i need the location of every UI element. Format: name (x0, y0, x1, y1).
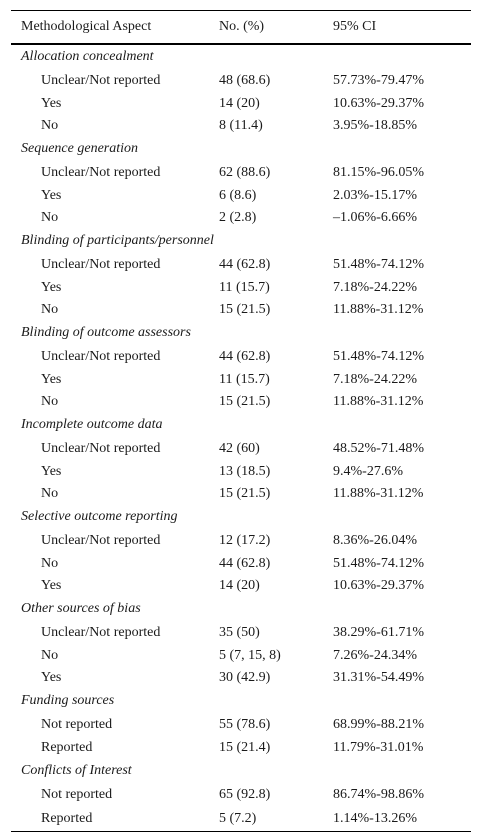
row-ci: 3.95%-18.85% (333, 118, 417, 133)
row-label: No (41, 556, 59, 571)
section-title: Funding sources (21, 693, 115, 708)
section-header-row (11, 137, 471, 161)
table-body (11, 44, 471, 832)
table-row (11, 253, 471, 277)
row-ci: 10.63%-29.37% (333, 96, 424, 111)
table-row (11, 667, 471, 689)
table-row (11, 345, 471, 369)
section-title: Incomplete outcome data (21, 417, 163, 432)
table-row (11, 645, 471, 667)
header-row (11, 11, 471, 45)
row-count: 15 (21.4) (219, 740, 271, 755)
row-label: Yes (41, 96, 62, 111)
table-row (11, 185, 471, 207)
row-label: Yes (41, 578, 62, 593)
row-count: 11 (15.7) (219, 372, 270, 387)
row-count: 13 (18.5) (219, 464, 271, 479)
section-title: Selective outcome reporting (21, 509, 178, 524)
table-row (11, 277, 471, 299)
row-label: Unclear/Not reported (41, 533, 161, 548)
row-ci: 51.48%-74.12% (333, 556, 424, 571)
row-ci: 48.52%-71.48% (333, 441, 424, 456)
row-count: 15 (21.5) (219, 394, 271, 409)
table-row (11, 575, 471, 597)
row-ci: 51.48%-74.12% (333, 349, 424, 364)
row-count: 44 (62.8) (219, 556, 271, 571)
section-title: Conflicts of Interest (21, 763, 132, 778)
header-aspect: Methodological Aspect (11, 11, 219, 45)
row-label: Reported (11, 807, 219, 832)
row-ci: 38.29%-61.71% (333, 625, 424, 640)
row-label: Unclear/Not reported (41, 73, 161, 88)
table-row (11, 115, 471, 137)
methodology-table (11, 10, 471, 832)
row-label: No (41, 118, 59, 133)
row-count: 15 (21.5) (219, 486, 271, 501)
row-label: Reported (41, 740, 93, 755)
section-title: Blinding of outcome assessors (21, 325, 191, 340)
row-ci: 8.36%-26.04% (333, 533, 417, 548)
row-label: Not reported (41, 787, 113, 802)
row-count: 5 (7.2) (219, 807, 333, 832)
section-header-row (11, 413, 471, 437)
row-ci: 1.14%-13.26% (333, 807, 471, 832)
table-row (11, 553, 471, 575)
section-header-row (11, 505, 471, 529)
section-title: Other sources of bias (21, 601, 141, 616)
row-ci: 7.18%-24.22% (333, 280, 417, 295)
row-ci: 7.18%-24.22% (333, 372, 417, 387)
table-row (11, 713, 471, 737)
section-header-row (11, 689, 471, 713)
table-row (11, 161, 471, 185)
row-ci: –1.06%-6.66% (333, 210, 417, 225)
section-header-row (11, 597, 471, 621)
row-label: Yes (41, 670, 62, 685)
row-label: Unclear/Not reported (41, 349, 161, 364)
row-count: 65 (92.8) (219, 787, 271, 802)
row-count: 14 (20) (219, 96, 260, 111)
row-label: Yes (41, 188, 62, 203)
row-count: 5 (7, 15, 8) (219, 648, 281, 663)
row-label: Yes (41, 280, 62, 295)
table-row (11, 93, 471, 115)
row-count: 11 (15.7) (219, 280, 270, 295)
section-header-row (11, 321, 471, 345)
row-label: Yes (41, 372, 62, 387)
row-count: 35 (50) (219, 625, 260, 640)
row-ci: 11.79%-31.01% (333, 740, 424, 755)
row-label: No (41, 210, 59, 225)
header-count: No. (%) (219, 11, 333, 45)
section-title: Blinding of participants/personnel (21, 233, 214, 248)
row-count: 14 (20) (219, 578, 260, 593)
row-ci: 7.26%-24.34% (333, 648, 417, 663)
table-row (11, 529, 471, 553)
table-row (11, 437, 471, 461)
section-title: Sequence generation (21, 141, 139, 156)
table-row (11, 621, 471, 645)
header-ci: 95% CI (333, 11, 471, 45)
row-count: 44 (62.8) (219, 349, 271, 364)
row-label: Unclear/Not reported (41, 625, 161, 640)
row-ci: 51.48%-74.12% (333, 257, 424, 272)
row-count: 15 (21.5) (219, 302, 271, 317)
section-header-row (11, 44, 471, 69)
row-label: Unclear/Not reported (41, 257, 161, 272)
row-label: No (41, 486, 59, 501)
row-count: 55 (78.6) (219, 717, 271, 732)
table-row (11, 207, 471, 229)
table-row (11, 807, 471, 832)
row-label: Yes (41, 464, 62, 479)
row-label: Unclear/Not reported (41, 441, 161, 456)
row-count: 48 (68.6) (219, 73, 271, 88)
row-count: 30 (42.9) (219, 670, 271, 685)
section-header-row (11, 229, 471, 253)
row-ci: 57.73%-79.47% (333, 73, 424, 88)
section-title: Allocation concealment (21, 49, 154, 64)
row-label: No (41, 394, 59, 409)
row-count: 62 (88.6) (219, 165, 271, 180)
row-ci: 81.15%-96.05% (333, 165, 424, 180)
table-row (11, 69, 471, 93)
row-ci: 9.4%-27.6% (333, 464, 403, 479)
row-count: 8 (11.4) (219, 118, 263, 133)
table-row (11, 299, 471, 321)
row-count: 44 (62.8) (219, 257, 271, 272)
table-row (11, 783, 471, 807)
table-row (11, 461, 471, 483)
table-row (11, 483, 471, 505)
row-ci: 31.31%-54.49% (333, 670, 424, 685)
table-row (11, 737, 471, 759)
row-ci: 11.88%-31.12% (333, 302, 424, 317)
methodology-table-container (11, 10, 471, 832)
row-label: No (41, 302, 59, 317)
row-ci: 2.03%-15.17% (333, 188, 417, 203)
row-ci: 10.63%-29.37% (333, 578, 424, 593)
section-header-row (11, 759, 471, 783)
row-count: 42 (60) (219, 441, 260, 456)
row-label: Unclear/Not reported (41, 165, 161, 180)
row-ci: 86.74%-98.86% (333, 787, 424, 802)
table-row (11, 391, 471, 413)
row-count: 6 (8.6) (219, 188, 257, 203)
row-ci: 68.99%-88.21% (333, 717, 424, 732)
row-ci: 11.88%-31.12% (333, 394, 424, 409)
table-row (11, 369, 471, 391)
row-count: 12 (17.2) (219, 533, 271, 548)
row-label: No (41, 648, 59, 663)
row-ci: 11.88%-31.12% (333, 486, 424, 501)
row-label: Not reported (41, 717, 113, 732)
row-count: 2 (2.8) (219, 210, 257, 225)
